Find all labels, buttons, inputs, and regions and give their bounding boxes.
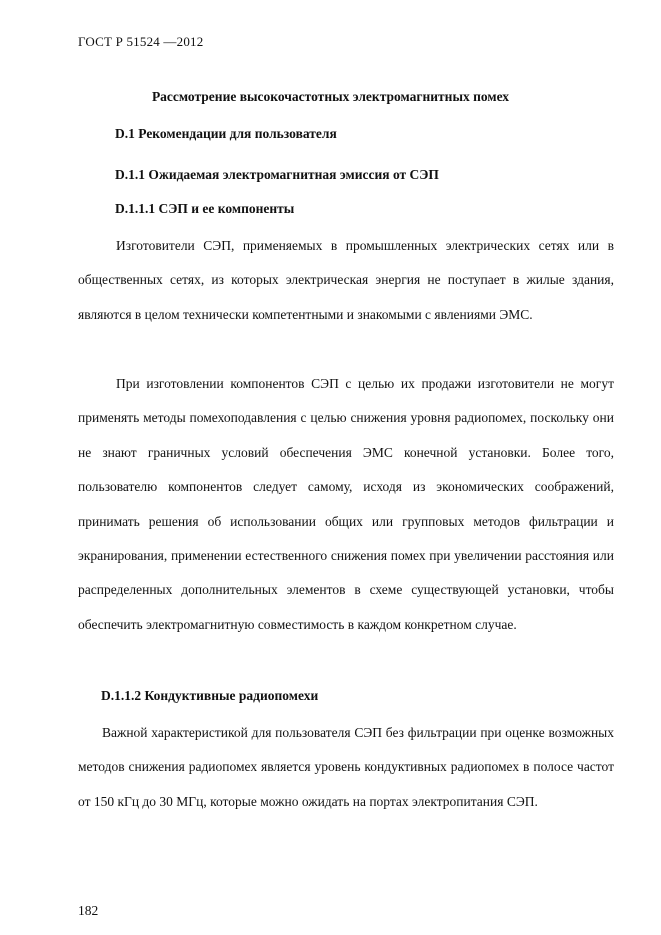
paragraph-manufacturers: Изготовители СЭП, применяемых в промышленных электрических сетях или в общественных сетях, из которых электрическая энергия не поступает в жилые здания, являются в целом технически компетентными и знакомыми с явлениями ЭМС. bbox=[78, 238, 614, 322]
page-number: 182 bbox=[78, 903, 99, 918]
section-heading-d1: D.1 Рекомендации для пользователя bbox=[115, 126, 337, 141]
section-heading-d1-1: D.1.1 Ожидаемая электромагнитная эмиссия от СЭП bbox=[115, 167, 439, 182]
standard-header: ГОСТ Р 51524 —2012 bbox=[78, 34, 204, 49]
paragraph-components: При изготовлении компонентов СЭП с целью их продажи изготовители не могут применять методы помехоподавления с целью снижения уровня радиопомех, поскольку они не знают граничных условий обеспечения ЭМС конечной установки. Более того, пользователю компонентов следует самому, исходя из экономических соображений, принимать решения об использовании общих или групповых методов фильтрации и экранирования, применении естественного снижения помех при увеличении расстояния или распределенных дополнительных элементов в схеме существующей установки, чтобы обеспечить электромагнитную совместимость в каждом конкретном случае. bbox=[78, 376, 614, 632]
section-heading-d1-1-1: D.1.1.1 СЭП и ее компоненты bbox=[115, 201, 295, 216]
page-title: Рассмотрение высокочастотных электромагнитных помех bbox=[151, 89, 510, 104]
section-heading-d1-1-2: D.1.1.2 Кондуктивные радиопомехи bbox=[101, 688, 319, 703]
paragraph-conducted-emissions: Важной характеристикой для пользователя СЭП без фильтрации при оценке возможных методов снижения радиопомех является уровень кондуктивных радиопомех в полосе частот от 150 кГц до 30 МГц, которые можно ожидать на портах электропитания СЭП. bbox=[78, 725, 614, 809]
